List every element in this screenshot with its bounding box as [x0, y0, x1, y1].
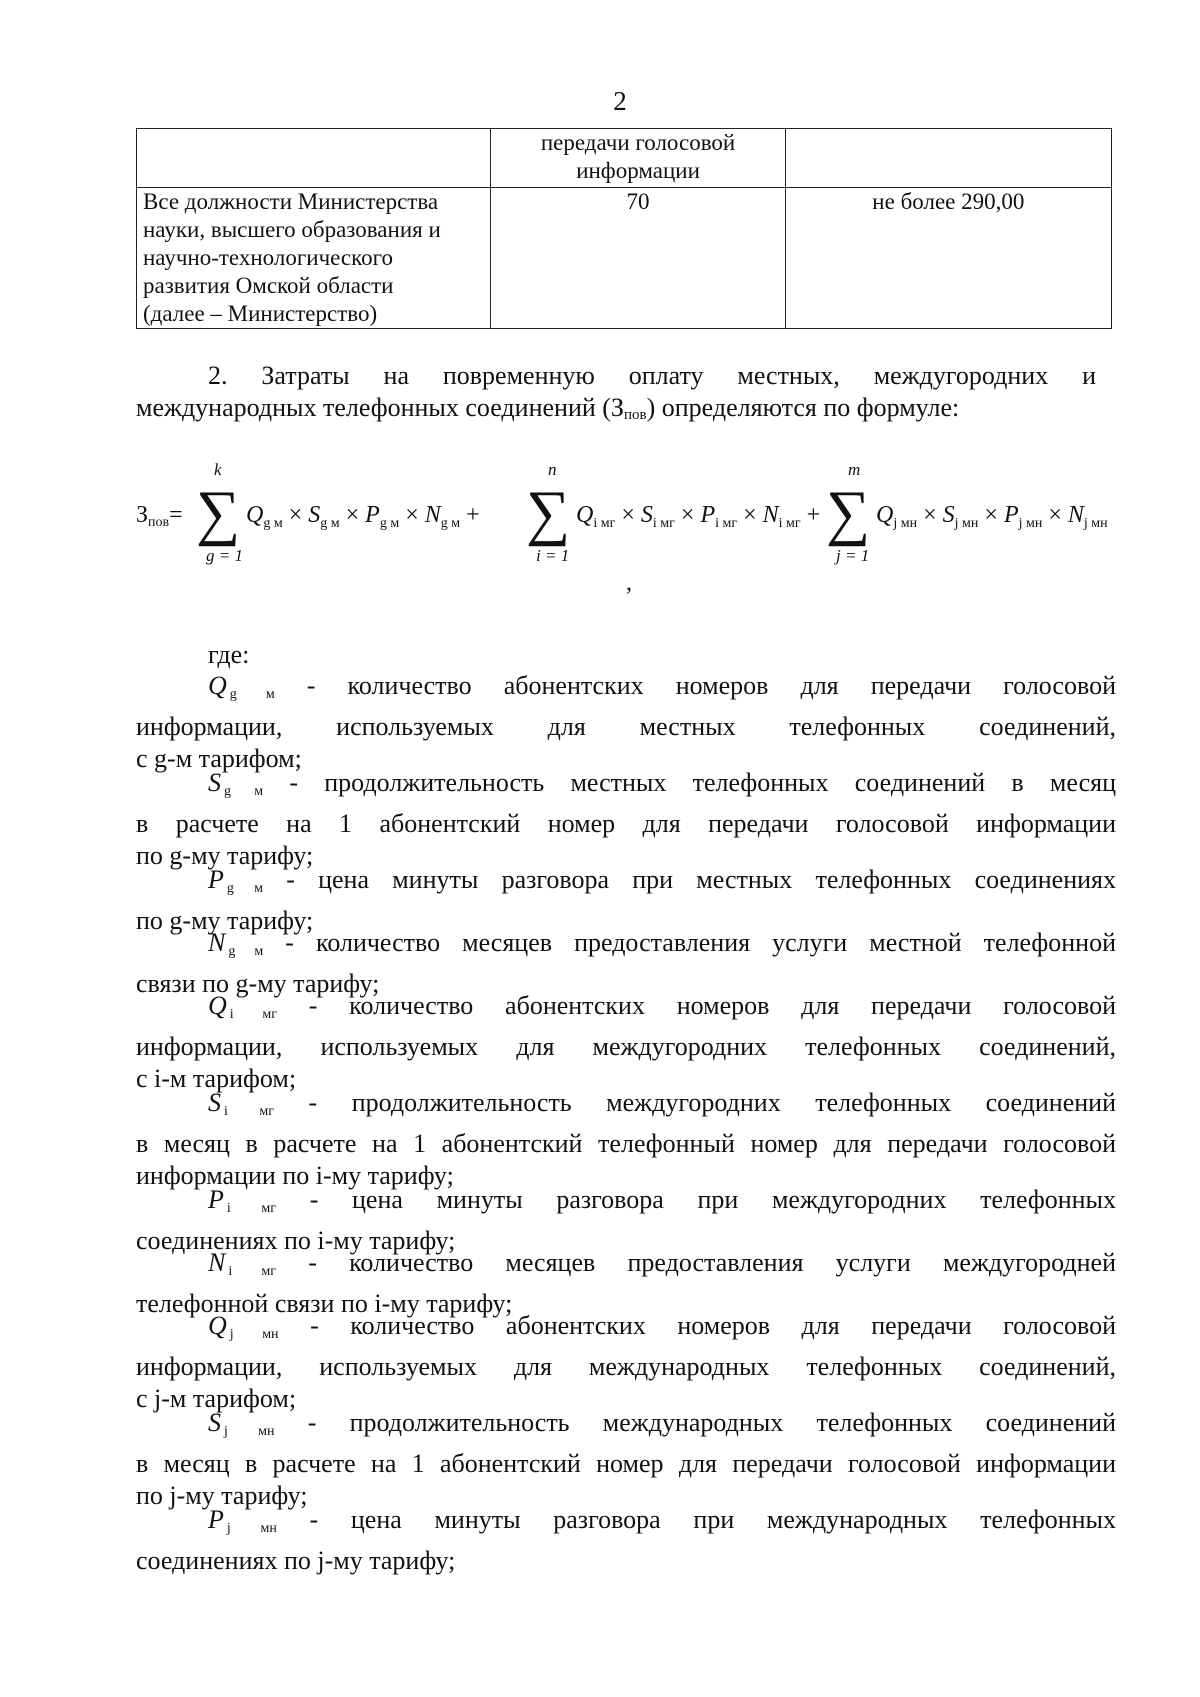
definition-line	[136, 864, 1116, 905]
definition-line: информации, используемых для междугородних телефонных соединений,	[136, 1032, 1116, 1061]
definition-line: связи по g-му тарифу;	[136, 969, 380, 998]
definition-item	[136, 1407, 1116, 1512]
symbol-subscript: g м	[224, 784, 264, 799]
definition-symbol	[208, 1408, 274, 1437]
definition-text: - цена минуты разговора при междугородних телефонных	[276, 1185, 1116, 1214]
definition-text: - продолжительность местных телефонных соединений в месяц	[263, 768, 1116, 797]
intro-line: 2. Затраты на повременную оплату местных, междугородних и	[208, 361, 1096, 390]
table-cell-quantity: 70	[491, 188, 785, 329]
definition-text: - продолжительность международных телефонных соединений	[274, 1408, 1116, 1437]
symbol-letter: S	[208, 1088, 221, 1117]
symbol-letter: N	[208, 1248, 226, 1277]
table-cell-price	[785, 129, 1111, 188]
symbol-subscript: i мг	[224, 1104, 275, 1119]
definition-line	[136, 1247, 1116, 1288]
where-label: где:	[208, 640, 250, 669]
definition-symbol	[208, 928, 263, 957]
formula-lhs-subscript: пов	[148, 515, 170, 530]
page-number: 2	[613, 86, 627, 116]
definition-line	[136, 1087, 1116, 1128]
definition-text: - продолжительность междугородних телефонных соединений	[274, 1088, 1116, 1117]
definition-symbol	[208, 1088, 274, 1117]
definition-item	[136, 767, 1116, 872]
intro-text: ) определяются по формуле:	[646, 393, 960, 422]
cell-line: научно-технологического	[143, 245, 393, 270]
definition-symbol	[208, 1505, 277, 1534]
definition-line: информации, используемых для местных телефонных соединений,	[136, 712, 1116, 741]
definition-symbol	[208, 865, 263, 894]
table-row	[137, 129, 1112, 188]
definition-text: - количество абонентских номеров для передачи голосовой	[278, 1311, 1116, 1340]
symbol-letter: P	[208, 1505, 224, 1534]
sigma-icon: ∑	[526, 479, 571, 547]
table-cell-position	[137, 188, 491, 329]
definition-text: - количество месяцев предоставления услуги междугородней	[276, 1248, 1117, 1277]
symbol-letter: Q	[208, 991, 227, 1020]
definition-line	[136, 990, 1116, 1031]
symbol-subscript: j мн	[224, 1424, 275, 1439]
symbol-letter: S	[208, 1408, 221, 1437]
definition-item	[136, 1504, 1116, 1577]
intro-paragraph	[136, 360, 1096, 431]
definition-line	[136, 767, 1116, 808]
definition-line	[136, 927, 1116, 968]
definition-text: - цена минуты разговора при местных телефонных соединениях	[262, 865, 1117, 894]
symbol-subscript: i мг	[228, 1264, 277, 1279]
sum-term: $Q_{g м} \times S_{g м} \times P_{g м} \times N_{g м}$ +	[246, 502, 480, 531]
formula-lhs-symbol: З	[136, 502, 149, 528]
cell-line: науки, высшего образования и	[143, 217, 441, 242]
symbol-letter: P	[208, 1185, 224, 1214]
definition-line	[136, 1504, 1116, 1545]
definition-line: с g-м тарифом;	[136, 744, 302, 773]
sum-term: $Q_{i мг} \times S_{i мг} \times P_{i мг} \times N_{i мг}$ +	[576, 502, 821, 531]
definition-line	[136, 1184, 1116, 1225]
definition-line: информации, используемых для международных телефонных соединений,	[136, 1352, 1116, 1381]
sigma-icon: ∑	[826, 479, 871, 547]
definition-line: в месяц в расчете на 1 абонентский номер для передачи голосовой информации	[136, 1449, 1116, 1478]
cost-formula	[136, 460, 1186, 596]
formula-equals: =	[169, 502, 183, 528]
sigma-icon: ∑	[196, 479, 241, 547]
sum-upper-limit: k	[214, 460, 222, 479]
definition-line: по g-му тарифу;	[136, 906, 314, 935]
definition-line: по g-му тарифу;	[136, 841, 314, 870]
sum-lower-limit: j = 1	[836, 546, 870, 565]
definition-symbol	[208, 991, 277, 1020]
symbol-subscript: i мг	[229, 1007, 278, 1022]
symbol-letter: Q	[208, 671, 227, 700]
definition-symbol	[208, 1311, 279, 1340]
table-cell-position	[137, 129, 491, 188]
symbol-letter: P	[208, 865, 224, 894]
table-cell-quantity: передачи голосовой информации	[491, 129, 785, 188]
sum-lower-limit: g = 1	[206, 546, 243, 565]
definition-line	[136, 1310, 1116, 1351]
definition-line: телефонной связи по i-му тарифу;	[136, 1289, 513, 1318]
definition-item	[136, 990, 1116, 1095]
symbol-subscript: g м	[226, 881, 263, 896]
definition-symbol	[208, 671, 275, 700]
table-cell-price: не более 290,00	[785, 188, 1111, 329]
symbol-subscript: i мг	[226, 1201, 277, 1216]
sum-upper-limit: n	[548, 460, 557, 479]
symbol-letter: Q	[208, 1311, 227, 1340]
formula-lhs	[136, 502, 183, 531]
definition-text: - количество месяцев предоставления услуги местной телефонной	[263, 928, 1116, 957]
definition-line	[136, 1407, 1116, 1448]
symbol-letter: N	[208, 928, 226, 957]
definition-item	[136, 1087, 1116, 1192]
definition-item	[136, 1310, 1116, 1415]
tariff-table	[136, 128, 1112, 329]
cell-line: развития Омской области	[143, 273, 394, 298]
definition-symbol	[208, 1248, 276, 1277]
sum-lower-limit: i = 1	[536, 546, 570, 565]
definition-text: - количество абонентских номеров для передачи голосовой	[277, 991, 1116, 1020]
symbol-subscript: j мн	[229, 1327, 279, 1342]
cell-line: (далее – Министерство)	[143, 301, 378, 326]
definition-line: информации по i-му тарифу;	[136, 1161, 454, 1190]
sum-term: $Q_{j мн} \times S_{j мн} \times P_{j мн} \times N_{j мн}$	[876, 502, 1108, 531]
definition-line: с j-м тарифом;	[136, 1384, 297, 1413]
symbol-letter: S	[208, 768, 221, 797]
intro-subscript: пов	[623, 407, 647, 423]
intro-line	[136, 392, 1096, 431]
sum-upper-limit: m	[848, 460, 861, 479]
definition-symbol	[208, 1185, 276, 1214]
intro-text: международных телефонных соединений (З	[136, 393, 624, 422]
definition-symbol	[208, 768, 263, 797]
definition-line	[136, 670, 1116, 711]
definition-line: соединениях по i-му тарифу;	[136, 1226, 456, 1255]
definition-line: с i-м тарифом;	[136, 1064, 297, 1093]
cell-line: Все должности Министерства	[143, 189, 439, 214]
definition-item	[136, 670, 1116, 775]
symbol-subscript: j мн	[226, 1521, 277, 1536]
definition-line: по j-му тарифу;	[136, 1481, 308, 1510]
formula-comma: ,	[626, 570, 632, 596]
definition-line: соединениях по j-му тарифу;	[136, 1546, 456, 1575]
definition-line: в месяц в расчете на 1 абонентский телефонный номер для передачи голосовой	[136, 1129, 1116, 1158]
definition-line: в расчете на 1 абонентский номер для передачи голосовой информации	[136, 809, 1116, 838]
symbol-subscript: g м	[229, 687, 275, 702]
table-row	[137, 188, 1112, 329]
symbol-subscript: g м	[228, 944, 264, 959]
definition-text: - количество абонентских номеров для передачи голосовой	[274, 671, 1116, 700]
definition-text: - цена минуты разговора при международных телефонных	[276, 1505, 1116, 1534]
